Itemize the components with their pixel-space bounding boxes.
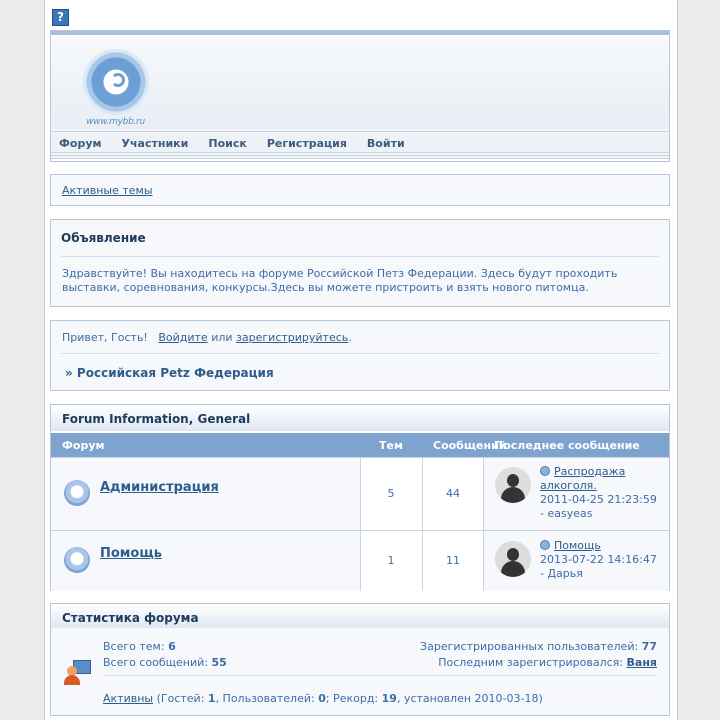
last-post-user: - easyeas (540, 507, 593, 520)
active-topics-box (50, 174, 670, 206)
forum-row (51, 530, 669, 591)
stat-topics: Всего тем: 6 (103, 640, 176, 653)
breadcrumb[interactable]: » Российская Petz Федерация (65, 366, 274, 380)
logo-area (51, 39, 669, 129)
post-icon (540, 466, 550, 476)
mybb-logo-icon[interactable] (83, 49, 149, 115)
last-post-date: 2013-07-22 14:16:47 (540, 553, 657, 566)
last-post-link[interactable]: Помощь (554, 539, 601, 552)
stats-box (50, 603, 670, 716)
greeting-line (62, 331, 352, 344)
nav-forum[interactable]: Форум (59, 136, 102, 150)
col-last: Последнее сообщение (494, 439, 640, 452)
nav-members[interactable]: Участники (121, 136, 189, 150)
user-avatar-icon (495, 541, 531, 577)
announcement-box (50, 219, 670, 307)
nav-search[interactable]: Поиск (208, 136, 247, 150)
col-posts: Сообщений (433, 439, 507, 452)
forum-row (51, 457, 669, 530)
or-text: или (211, 331, 233, 344)
forum-table-header (51, 433, 669, 457)
last-post-user: - Дарья (540, 567, 583, 580)
header-stripe (51, 31, 669, 35)
col-topics: Тем (379, 439, 403, 452)
stat-users: Зарегистрированных пользователей: 77 (420, 640, 657, 653)
users-icon (64, 660, 92, 686)
logo-text: www.mybb.ru (86, 117, 145, 127)
user-avatar-icon (495, 467, 531, 503)
category-title: Forum Information, General (62, 412, 251, 426)
last-post (540, 539, 665, 581)
topics-count: 1 (387, 554, 395, 567)
register-link[interactable]: зарегистрируйтесь (236, 331, 349, 344)
forum-link-admin[interactable]: Администрация (100, 480, 219, 495)
online-stats: Активны (Гостей: 1, Пользователей: 0; Рекорд: 19, установлен 2010-03-18) (103, 692, 543, 705)
stats-title: Статистика форума (62, 611, 199, 625)
greeting-box (50, 320, 670, 391)
nav-register[interactable]: Регистрация (266, 136, 347, 150)
greeting-dot: . (348, 331, 352, 344)
posts-count: 11 (446, 554, 460, 567)
post-icon (540, 540, 550, 550)
announcement-text: Здравствуйте! Вы находитесь на форуме Российской Петз Федерации. Здесь будут проходить выставки, соревнования, конкурсы.Здесь вы можете пристроить и взять нового питомца. (62, 267, 618, 294)
greeting-text: Привет, Гость! (62, 331, 148, 344)
login-link[interactable]: Войдите (158, 331, 208, 344)
last-post-link[interactable]: Распродажа алкоголя. (540, 465, 626, 492)
forum-status-icon (64, 547, 90, 573)
last-post (540, 465, 665, 521)
posts-count: 44 (446, 487, 460, 500)
forum-header (50, 30, 670, 162)
forum-status-icon (64, 480, 90, 506)
col-forum: Форум (62, 439, 105, 452)
announcement-title: Объявление (61, 231, 146, 245)
last-post-date: 2011-04-25 21:23:59 (540, 493, 657, 506)
stat-last-user: Последним зарегистрировался: Ваня (438, 656, 657, 669)
last-user-link[interactable]: Ваня (626, 656, 657, 669)
active-users-link[interactable]: Активны (103, 692, 154, 705)
category-box (50, 404, 670, 591)
forum-link-help[interactable]: Помощь (100, 546, 162, 561)
stat-posts: Всего сообщений: 55 (103, 656, 227, 669)
main-nav (51, 129, 669, 159)
nav-login[interactable]: Войти (366, 136, 405, 150)
topics-count: 5 (387, 487, 395, 500)
help-icon[interactable]: ? (52, 9, 69, 26)
active-topics-link[interactable]: Активные темы (62, 184, 153, 197)
